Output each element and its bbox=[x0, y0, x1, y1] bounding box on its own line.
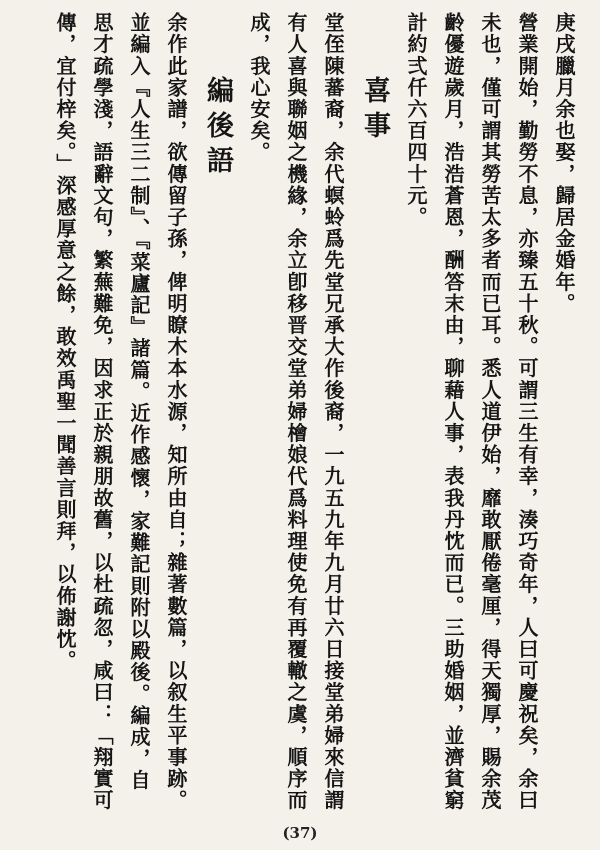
paragraph: 堂侄陳蕃裔，余代螟蛉爲先堂兄承大作後裔，一九五九年九月廿六日接堂弟婦來信謂有人喜與聯姻之機緣，余立卽移晋交堂弟婦檜娘代爲料理使免有再覆轍之虞，順序而成，我心安矣。 bbox=[247, 12, 345, 812]
page-number: (37) bbox=[282, 824, 318, 842]
paragraph: 營業開始，勤勞不息，亦臻五十秋。可謂三生有幸，湊巧奇年，人曰可慶祝矣，余曰未也，僅可謂其勞苦太多者而已耳。悉人道伊始，靡敢厭倦毫厘，得天獨厚，賜余茂齡優遊歲月，浩浩蒼恩，酬答末由，聊藉人事，表我丹忱而已。三助婚姻，並濟貧窮計約弍仟六百四十元。 bbox=[404, 12, 539, 812]
vertical-text-body bbox=[46, 12, 582, 812]
paragraph: 庚戌臘月余也娶，歸居金婚年。 bbox=[552, 12, 576, 315]
section-title-xishi: 喜事 bbox=[359, 76, 390, 146]
paragraph: 余作此家譜，欲傳留子孫，俾明瞭木本水源，知所由自；雜著數篇，以叙生平事跡。並編入『人生三二制』、『菜廬記』諸篇。近作感懷，家難記則附以殿後。編成，自思才疏學淺，語辭文句，繁蕪難免，因求正於親朋故舊，以杜疏忽，咸曰：「翔實可傳，宜付梓矣。」深感厚意之餘，敢效禹聖一聞善言則拜，以佈謝忱。 bbox=[53, 12, 188, 812]
section-title-bianhouyu: 編後語 bbox=[202, 76, 233, 181]
